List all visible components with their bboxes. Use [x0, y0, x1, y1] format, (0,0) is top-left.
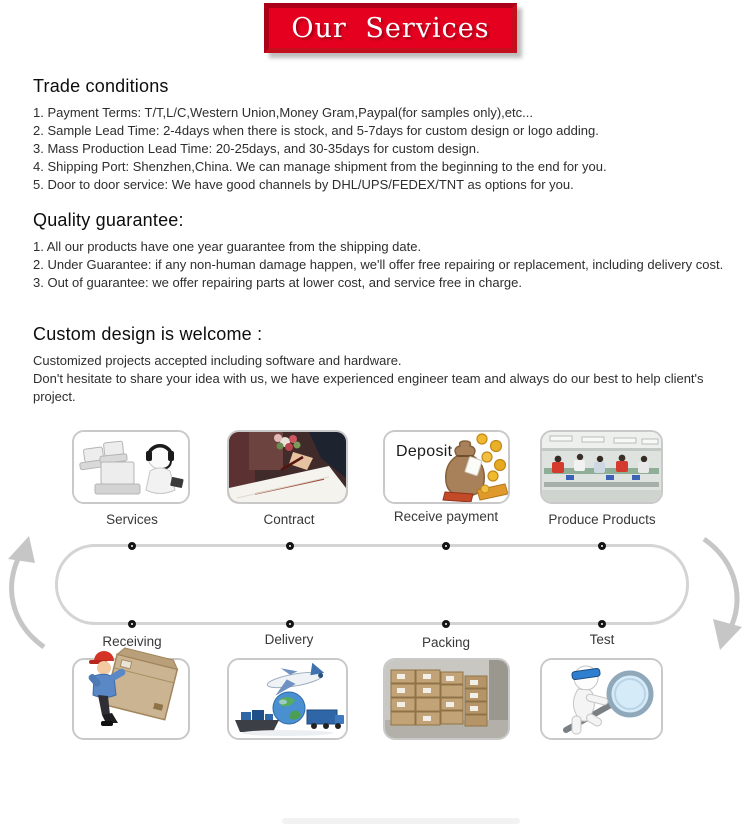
logistics-image	[229, 660, 346, 738]
step-label-services: Services	[106, 512, 158, 527]
process-loop	[55, 544, 689, 625]
flow-node	[442, 620, 450, 628]
trade-conditions-heading: Trade conditions	[33, 76, 169, 96]
step-card-packing	[383, 658, 510, 740]
step-card-services	[72, 430, 190, 504]
list-item: 1. All our products have one year guarantee from the shipping date.	[33, 239, 422, 254]
step-card-receiving	[72, 658, 190, 740]
paragraph-line: Customized projects accepted including software and hardware.	[33, 353, 402, 368]
cardboard-box-icon	[105, 647, 180, 720]
list-item: 2. Under Guarantee: if any non-human damage happen, we'll offer free repairing or replacement, including delivery cost.	[33, 257, 724, 272]
trade-conditions-section	[33, 76, 733, 194]
step-label-contract: Contract	[263, 512, 315, 527]
section-banner	[264, 3, 517, 53]
list-item: 1. Payment Terms: T/T,L/C,Western Union,Money Gram,Paypal(for samples only),etc...	[33, 105, 533, 120]
list-item: 3. Mass Production Lead Time: 20-25days, and 30-35days for custom design.	[33, 141, 480, 156]
quality-guarantee-section	[33, 210, 733, 292]
list-item: 5. Door to door service: We have good channels by DHL/UPS/FEDEX/TNT as options for you.	[33, 177, 574, 192]
step-label-test: Test	[589, 632, 615, 647]
flow-node	[128, 542, 136, 550]
banner-title: Our Services	[291, 12, 490, 44]
packed-boxes-image	[385, 660, 508, 738]
step-label-produce-products: Produce Products	[548, 512, 656, 527]
step-card-contract	[227, 430, 348, 504]
customer-service-image	[74, 432, 188, 502]
factory-floor-image	[542, 432, 661, 502]
quality-guarantee-heading: Quality guarantee:	[33, 210, 184, 230]
flow-node	[598, 620, 606, 628]
courier-image	[74, 642, 188, 738]
flow-node	[286, 620, 294, 628]
custom-design-heading: Custom design is welcome :	[33, 324, 263, 344]
flow-node	[128, 620, 136, 628]
custom-design-section	[33, 324, 733, 406]
cycle-arrow-left-icon	[2, 533, 56, 653]
flow-node	[286, 542, 294, 550]
step-label-receive-payment: Receive payment	[393, 509, 499, 524]
step-card-produce-products	[540, 430, 663, 504]
paragraph-line: Don't hesitate to share your idea with us, we have experienced engineer team and always do our best to help client's project.	[33, 371, 704, 404]
contract-signing-image	[229, 432, 346, 502]
step-label-packing: Packing	[421, 635, 471, 650]
step-card-test	[540, 658, 663, 740]
globe-icon	[273, 692, 305, 724]
list-item: 2. Sample Lead Time: 2-4days when there is stock, and 5-7days for custom design or logo adding.	[33, 123, 599, 138]
deposit-label: Deposit	[396, 443, 453, 460]
inspection-image	[542, 660, 661, 738]
step-label-delivery: Delivery	[264, 632, 314, 647]
flow-node	[598, 542, 606, 550]
cycle-arrow-right-icon	[694, 533, 748, 653]
page-bottom-divider	[282, 818, 520, 824]
step-label-receiving: Receiving	[102, 634, 162, 649]
flow-node	[442, 542, 450, 550]
list-item: 3. Out of guarantee: we offer repairing parts at lower cost, and service free in charge.	[33, 275, 522, 290]
step-card-delivery	[227, 658, 348, 740]
step-card-receive-payment	[383, 430, 510, 504]
list-item: 4. Shipping Port: Shenzhen,China. We can manage shipment from the beginning to the end for you.	[33, 159, 607, 174]
